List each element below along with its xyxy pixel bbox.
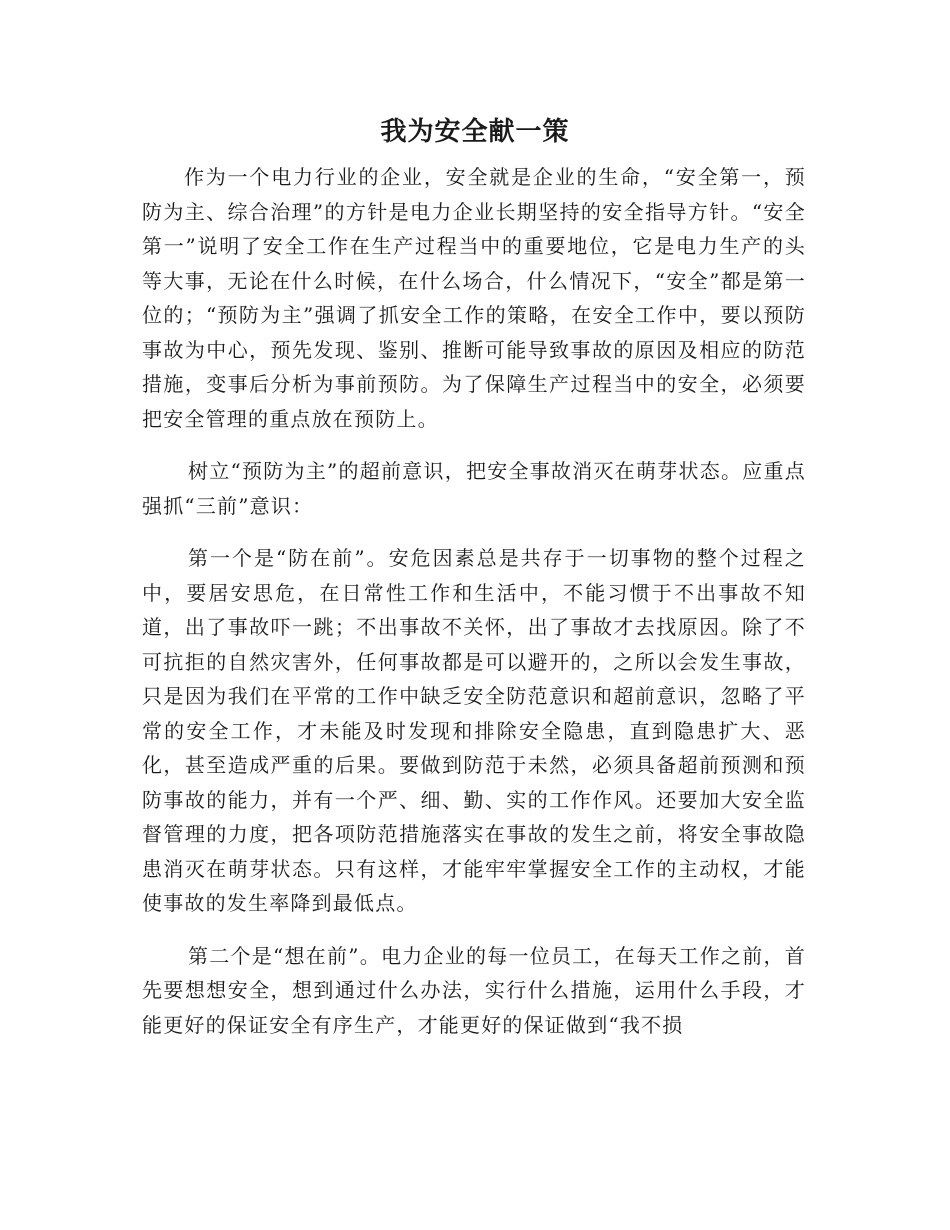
- paragraph-think-first: 第二个是“想在前”。电力企业的每一位员工，在每天工作之前，首先要想想安全，想到通过什么办法，实行什么措施，运用什么手段，才能更好的保证安全有序生产，才能更好的保证做到“我不损: [142, 943, 806, 1037]
- paragraph-prevent-first: 第一个是“防在前”。安危因素总是共存于一切事物的整个过程之中，要居安思危，在日常性工作和生活中，不能习惯于不出事故不知道，出了事故吓一跳；不出事故不关怀，出了事故才去找原因。除了不可抗拒的自然灾害外，任何事故都是可以避开的，之所以会发生事故，只是因为我们在平常的工作中缺乏安全防范意识和超前意识，忽略了平常的安全工作，才未能及时发现和排除安全隐患，直到隐患扩大、恶化，甚至造成严重的后果。要做到防范于未然，必须具备超前预测和预防事故的能力，并有一个严、细、勤、实的工作作风。还要加大安全监督管理的力度，把各项防范措施落实在事故的发生之前，将安全事故隐患消灭在萌芽状态。只有这样，才能牢牢掌握安全工作的主动权，才能使事故的发生率降到最低点。: [142, 546, 806, 915]
- paragraph-gap: [142, 523, 806, 541]
- paragraph-gap: [142, 436, 806, 454]
- paragraph-three-fronts-intro: 树立“预防为主”的超前意识，把安全事故消灭在萌芽状态。应重点强抓“三前”意识：: [142, 459, 806, 518]
- paragraph-safety-policy: 作为一个电力行业的企业，安全就是企业的生命，“安全第一，预防为主、综合治理”的方针是电力企业长期坚持的安全指导方针。“安全第一”说明了安全工作在生产过程当中的重要地位，它是电力生产的头等大事，无论在什么时候，在什么场合，什么情况下，“安全”都是第一位的；“预防为主”强调了抓安全工作的策略，在安全工作中，要以预防事故为中心，预先发现、鉴别、推断可能导致事故的原因及相应的防范措施，变事后分析为事前预防。为了保障生产过程当中的安全，必须要把安全管理的重点放在预防上。: [142, 165, 806, 431]
- paragraph-gap: [142, 921, 806, 939]
- document-title: 我为安全献一策: [380, 117, 570, 147]
- document-body: [142, 160, 806, 1042]
